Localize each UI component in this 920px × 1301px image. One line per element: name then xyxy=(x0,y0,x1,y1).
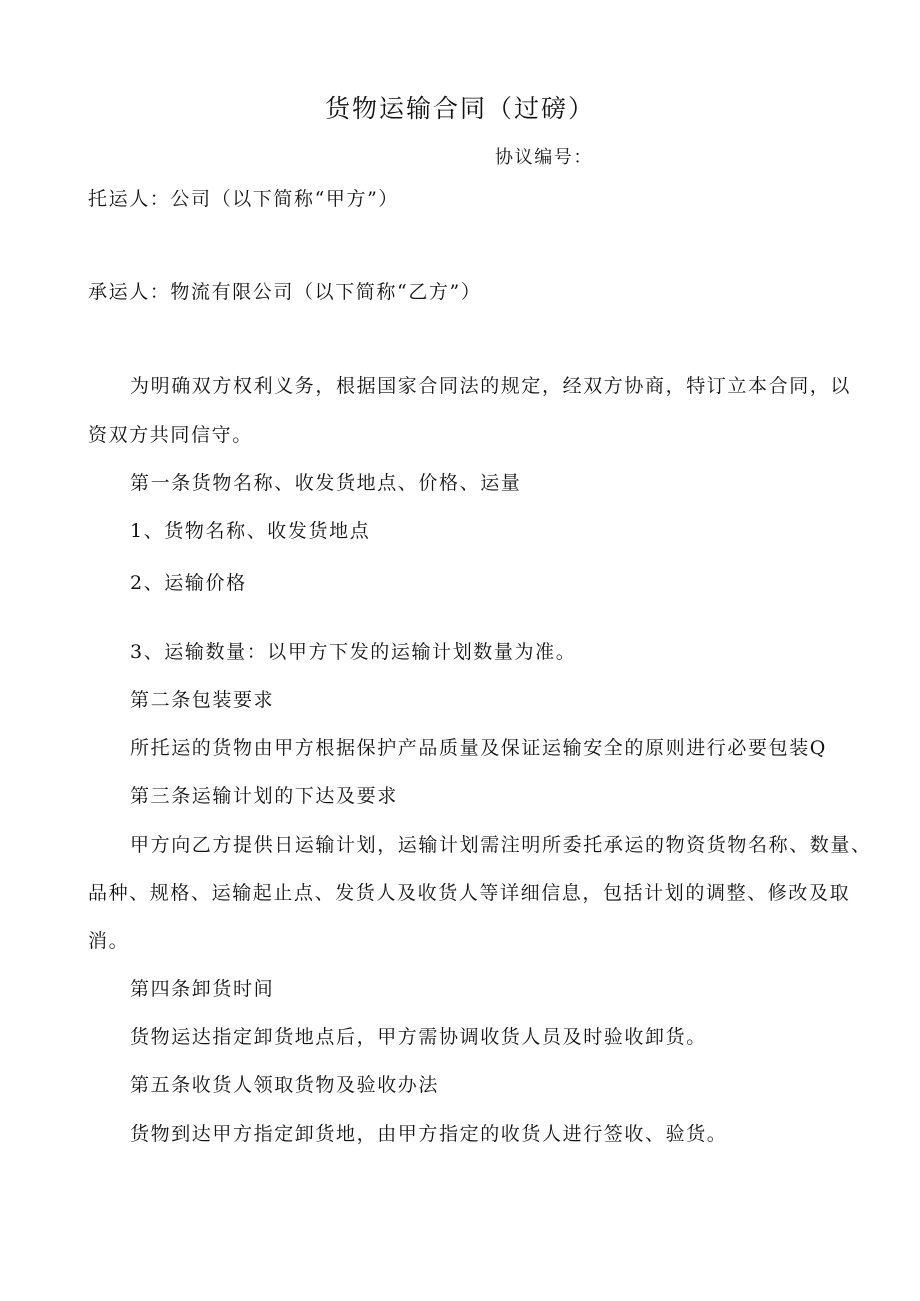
preamble-line-2: 资双方共同信守。 xyxy=(88,424,253,446)
article-3-heading: 第三条运输计划的下达及要求 xyxy=(130,785,398,807)
shipper-line: 托运人：公司（以下简称“甲方”） xyxy=(88,188,400,210)
article-1-heading: 第一条货物名称、收发货地点、价格、运量 xyxy=(130,472,522,494)
article-5-body: 货物到达甲方指定卸货地，由甲方指定的收货人进行签收、验货。 xyxy=(130,1123,728,1145)
article-4-heading: 第四条卸货时间 xyxy=(130,978,275,1000)
article-4-body: 货物运达指定卸货地点后，甲方需协调收货人员及时验收卸货。 xyxy=(130,1026,707,1048)
article-3-line-1: 甲方向乙方提供日运输计划，运输计划需注明所委托承运的物资货物名称、数量、 xyxy=(130,834,872,856)
article-1-item-1: 1、货物名称、收发货地点 xyxy=(130,520,371,542)
article-3-line-3: 消。 xyxy=(88,930,130,952)
article-3-line-2: 品种、规格、运输起止点、发货人及收货人等详细信息，包括计划的调整、修改及取 xyxy=(88,882,851,904)
agreement-number-label: 协议编号： xyxy=(495,147,593,168)
carrier-line: 承运人：物流有限公司（以下简称“乙方”） xyxy=(88,281,482,303)
document-title: 货物运输合同（过磅） xyxy=(324,94,595,123)
article-1-item-3: 3、运输数量：以甲方下发的运输计划数量为准。 xyxy=(130,641,577,663)
article-5-heading: 第五条收货人领取货物及验收办法 xyxy=(130,1074,440,1096)
article-2-body: 所托运的货物由甲方根据保护产品质量及保证运输安全的原则进行必要包装Q xyxy=(130,737,827,759)
preamble-line-1: 为明确双方权利义务，根据国家合同法的规定，经双方协商，特订立本合同，以 xyxy=(130,375,852,397)
article-1-item-2: 2、运输价格 xyxy=(130,572,247,594)
article-2-heading: 第二条包装要求 xyxy=(130,689,275,711)
